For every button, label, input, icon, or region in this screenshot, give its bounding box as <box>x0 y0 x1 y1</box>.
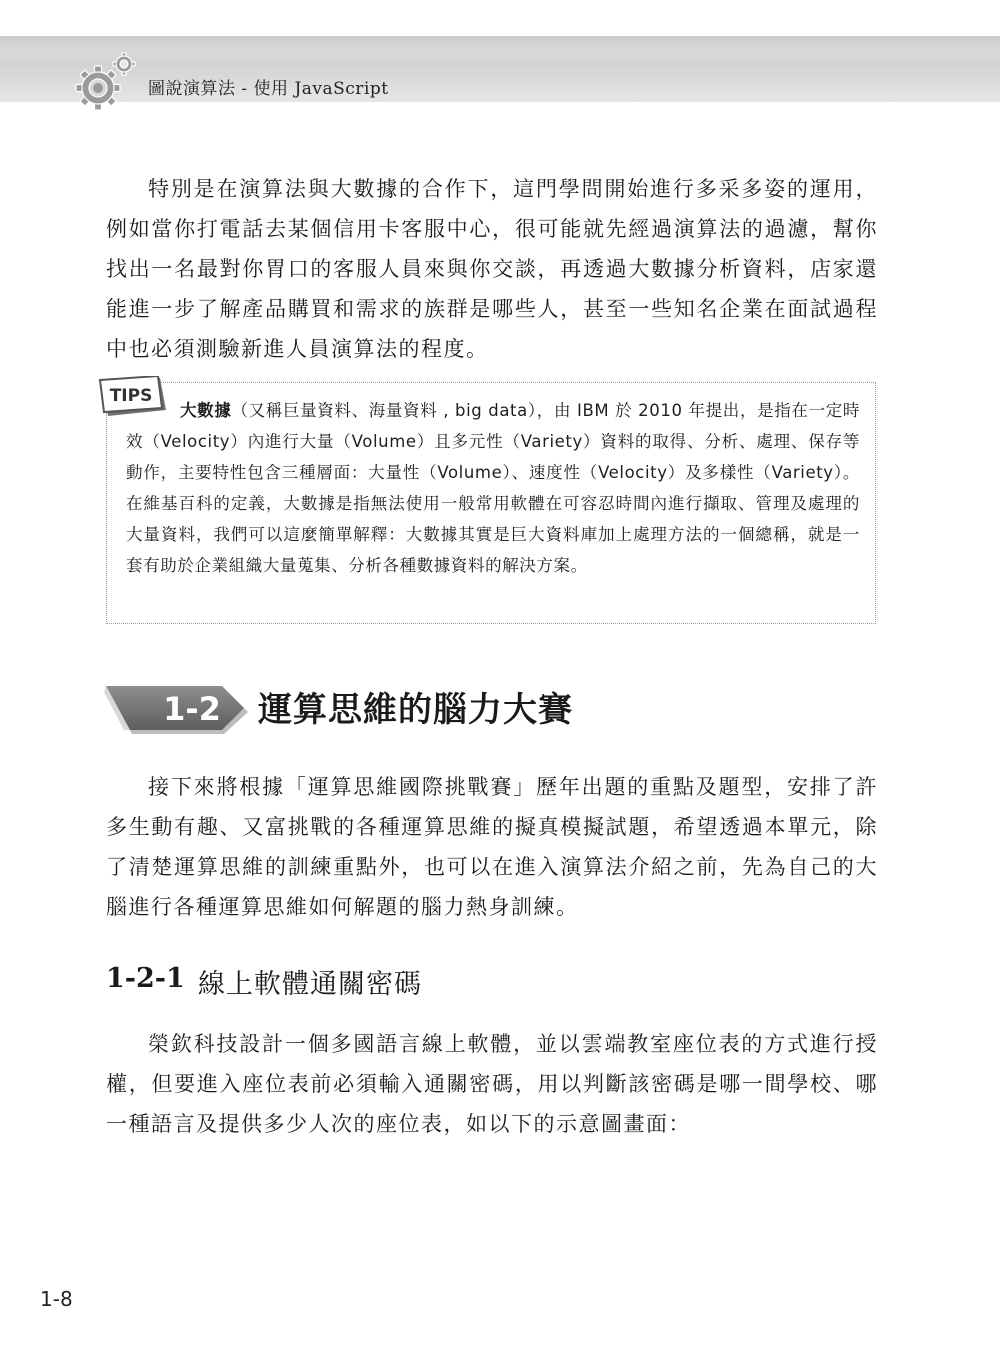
section-title: 運算思維的腦力大賽 <box>258 690 573 730</box>
intro-paragraph: 特別是在演算法與大數據的合作下，這門學問開始進行多采多姿的運用，例如當你打電話去某個信用卡客服中心，很可能就先經過演算法的過濾，幫你找出一名最對你胃口的客服人員來與你交談，再透過大數據分析資料，店家還能進一步了解產品購買和需求的族群是哪些人，甚至一些知名企業在面試過程中也必須測驗新進人員演算法的程度。 <box>106 177 878 361</box>
tips-term: 大數據 <box>180 401 232 420</box>
gear-icon <box>72 50 142 112</box>
tips-body: （又稱巨量資料、海量資料 , big data），由 IBM 於 2010 年提出，是指在一定時效（Velocity）內進行大量（Volume）且多元性（Variety）資料的取得、分析、處理、保存等動作，主要特性包含三種層面：大量性（Volume）、速度性（Velocity）及多樣性（Variety）。在維基百科的定義，大數據是指無法使用一般常用軟體在可容忍時間內進行擷取、管理及處理的大量資料，我們可以這麼簡單解釋：大數據其實是巨大資料庫加上處理方法的一個總稱，就是一套有助於企業組織大量蒐集、分析各種數據資料的解決方案。 <box>126 401 860 575</box>
header-band-shade <box>0 36 1000 54</box>
section-number-badge <box>104 676 254 738</box>
section-number: 1-2 <box>163 690 221 728</box>
tips-badge-label: TIPS <box>109 386 153 406</box>
subsection-paragraph: 榮欽科技設計一個多國語言線上軟體，並以雲端教室座位表的方式進行授權，但要進入座位表前必須輸入通關密碼，用以判斷該密碼是哪一間學校、哪一種語言及提供多少人次的座位表，如以下的示意圖畫面： <box>106 1032 878 1136</box>
subsection-number: 1-2-1 <box>106 963 185 994</box>
page-number: 1-8 <box>40 1287 73 1311</box>
tips-content <box>126 395 860 581</box>
book-title: 圖說演算法 - 使用 JavaScript <box>148 79 389 99</box>
subsection-title: 線上軟體通關密碼 <box>198 969 422 1000</box>
section-paragraph: 接下來將根據「運算思維國際挑戰賽」歷年出題的重點及題型，安排了許多生動有趣、又富挑戰的各種運算思維的擬真模擬試題，希望透過本單元，除了清楚運算思維的訓練重點外，也可以在進入演算法介紹之前，先為自己的大腦進行各種運算思維如何解題的腦力熱身訓練。 <box>106 775 878 919</box>
